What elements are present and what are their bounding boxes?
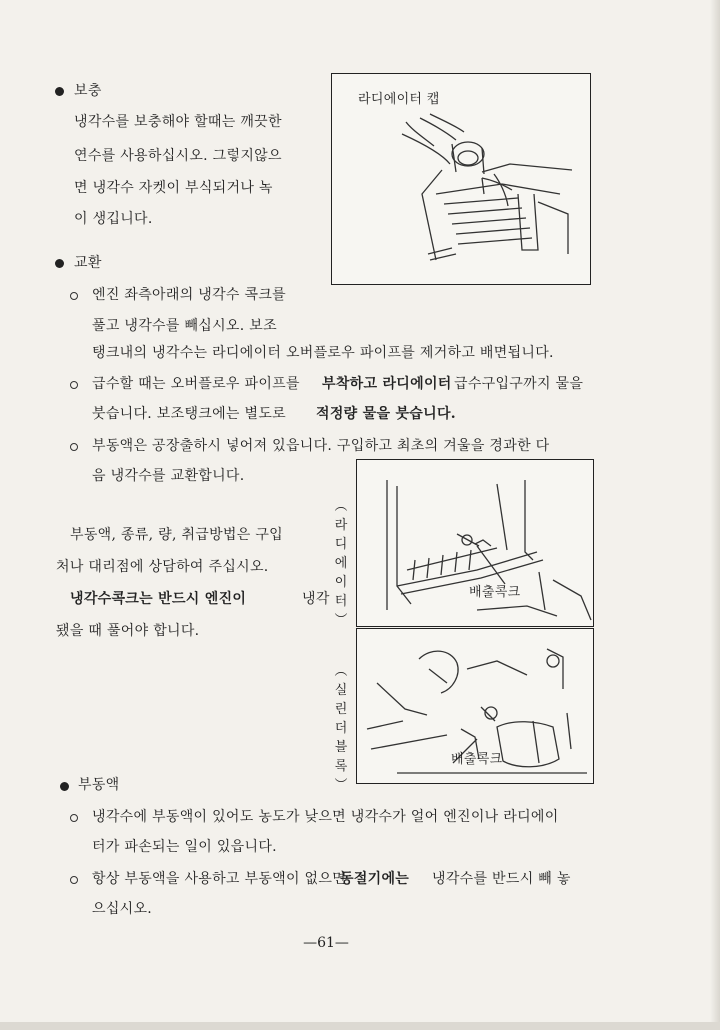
list-circle-icon xyxy=(70,292,78,300)
side-label-radiator: ︵ 라 디 에 이 터 ︶ xyxy=(334,499,348,628)
figure-label-radiator-drain: 배출콕크 xyxy=(469,585,521,600)
replace-item1-line-3: 탱크내의 냉각수는 라디에이터 오버플로우 파이프를 제거하고 배면됩니다. xyxy=(92,345,554,361)
antifreeze-item2-line-1a: 항상 부동액을 사용하고 부동액이 없으면 xyxy=(92,871,347,887)
figure-label-block-drain: 배출콕크 xyxy=(451,752,503,767)
replace-item2-line-1a: 급수할 때는 오버플로우 파이프를 xyxy=(92,376,300,392)
side-label-cylinder-block: ︵ 실 린 더 블 록 ︶ xyxy=(334,664,348,793)
replace-item1-line-1: 엔진 좌측아래의 냉각수 콕크를 xyxy=(92,287,286,303)
supplement-line-4: 이 생깁니다. xyxy=(74,211,153,227)
list-circle-icon xyxy=(70,876,78,884)
page-edge-shadow xyxy=(710,0,720,1030)
figure-radiator-drain xyxy=(356,459,594,627)
antifreeze-item1-line-2: 터가 파손되는 일이 있읍니다. xyxy=(92,839,277,855)
bullet-dot-icon xyxy=(55,87,64,96)
list-circle-icon xyxy=(70,443,78,451)
replace-item2-line-2a: 붓습니다. 보조탱크에는 별도로 xyxy=(92,406,286,422)
figure-radiator-cap xyxy=(331,73,591,285)
replace-item2-line-2b: 적정량 물을 붓습니다. xyxy=(316,406,456,422)
antifreeze-item2-line-2: 으십시오. xyxy=(92,901,153,917)
page-bottom-edge xyxy=(0,1022,720,1030)
figure-label-radiator-cap: 라디에이터 캡 xyxy=(358,92,440,107)
page-number: —61— xyxy=(303,935,349,951)
list-circle-icon xyxy=(70,814,78,822)
supplement-line-3: 면 냉각수 자켓이 부식되거나 녹 xyxy=(74,180,273,196)
section-heading-supplement: 보충 xyxy=(74,83,102,99)
replace-item3-line-1: 부동액은 공장출하시 넣어져 있읍니다. 구입하고 최초의 겨울을 경과한 다 xyxy=(92,438,550,454)
note-line-3-tail: 냉각 xyxy=(302,591,330,607)
bullet-dot-icon xyxy=(60,782,69,791)
note-line-4: 됐을 때 풀어야 합니다. xyxy=(56,623,200,639)
figure-block-drain xyxy=(356,628,594,784)
section-heading-antifreeze: 부동액 xyxy=(78,777,120,793)
replace-item2-line-1b: 부착하고 라디에이터 xyxy=(322,376,452,392)
note-line-2: 처나 대리점에 상담하여 주십시오. xyxy=(56,559,269,575)
radiator-cap-illustration xyxy=(332,74,590,284)
bullet-dot-icon xyxy=(55,259,64,268)
replace-item1-line-2: 풀고 냉각수를 빼십시오. 보조 xyxy=(92,318,277,334)
note-line-3-bold: 냉각수콕크는 반드시 엔진이 xyxy=(70,591,247,607)
replace-item3-line-2: 음 냉각수를 교환합니다. xyxy=(92,468,245,484)
list-circle-icon xyxy=(70,381,78,389)
antifreeze-item2-line-1c: 냉각수를 반드시 빼 놓 xyxy=(432,871,571,887)
supplement-line-1: 냉각수를 보충해야 할때는 깨끗한 xyxy=(74,114,282,130)
note-line-1: 부동액, 종류, 량, 취급방법은 구입 xyxy=(70,527,283,543)
supplement-line-2: 연수를 사용하십시오. 그렇지않으 xyxy=(74,148,282,164)
antifreeze-item2-line-1b: 동절기에는 xyxy=(340,871,410,887)
replace-item2-line-1c: 급수구입구까지 물을 xyxy=(454,376,584,392)
section-heading-replace: 교환 xyxy=(74,255,102,271)
antifreeze-item1-line-1: 냉각수에 부동액이 있어도 농도가 낮으면 냉각수가 얼어 엔진이나 라디에이 xyxy=(92,809,559,825)
